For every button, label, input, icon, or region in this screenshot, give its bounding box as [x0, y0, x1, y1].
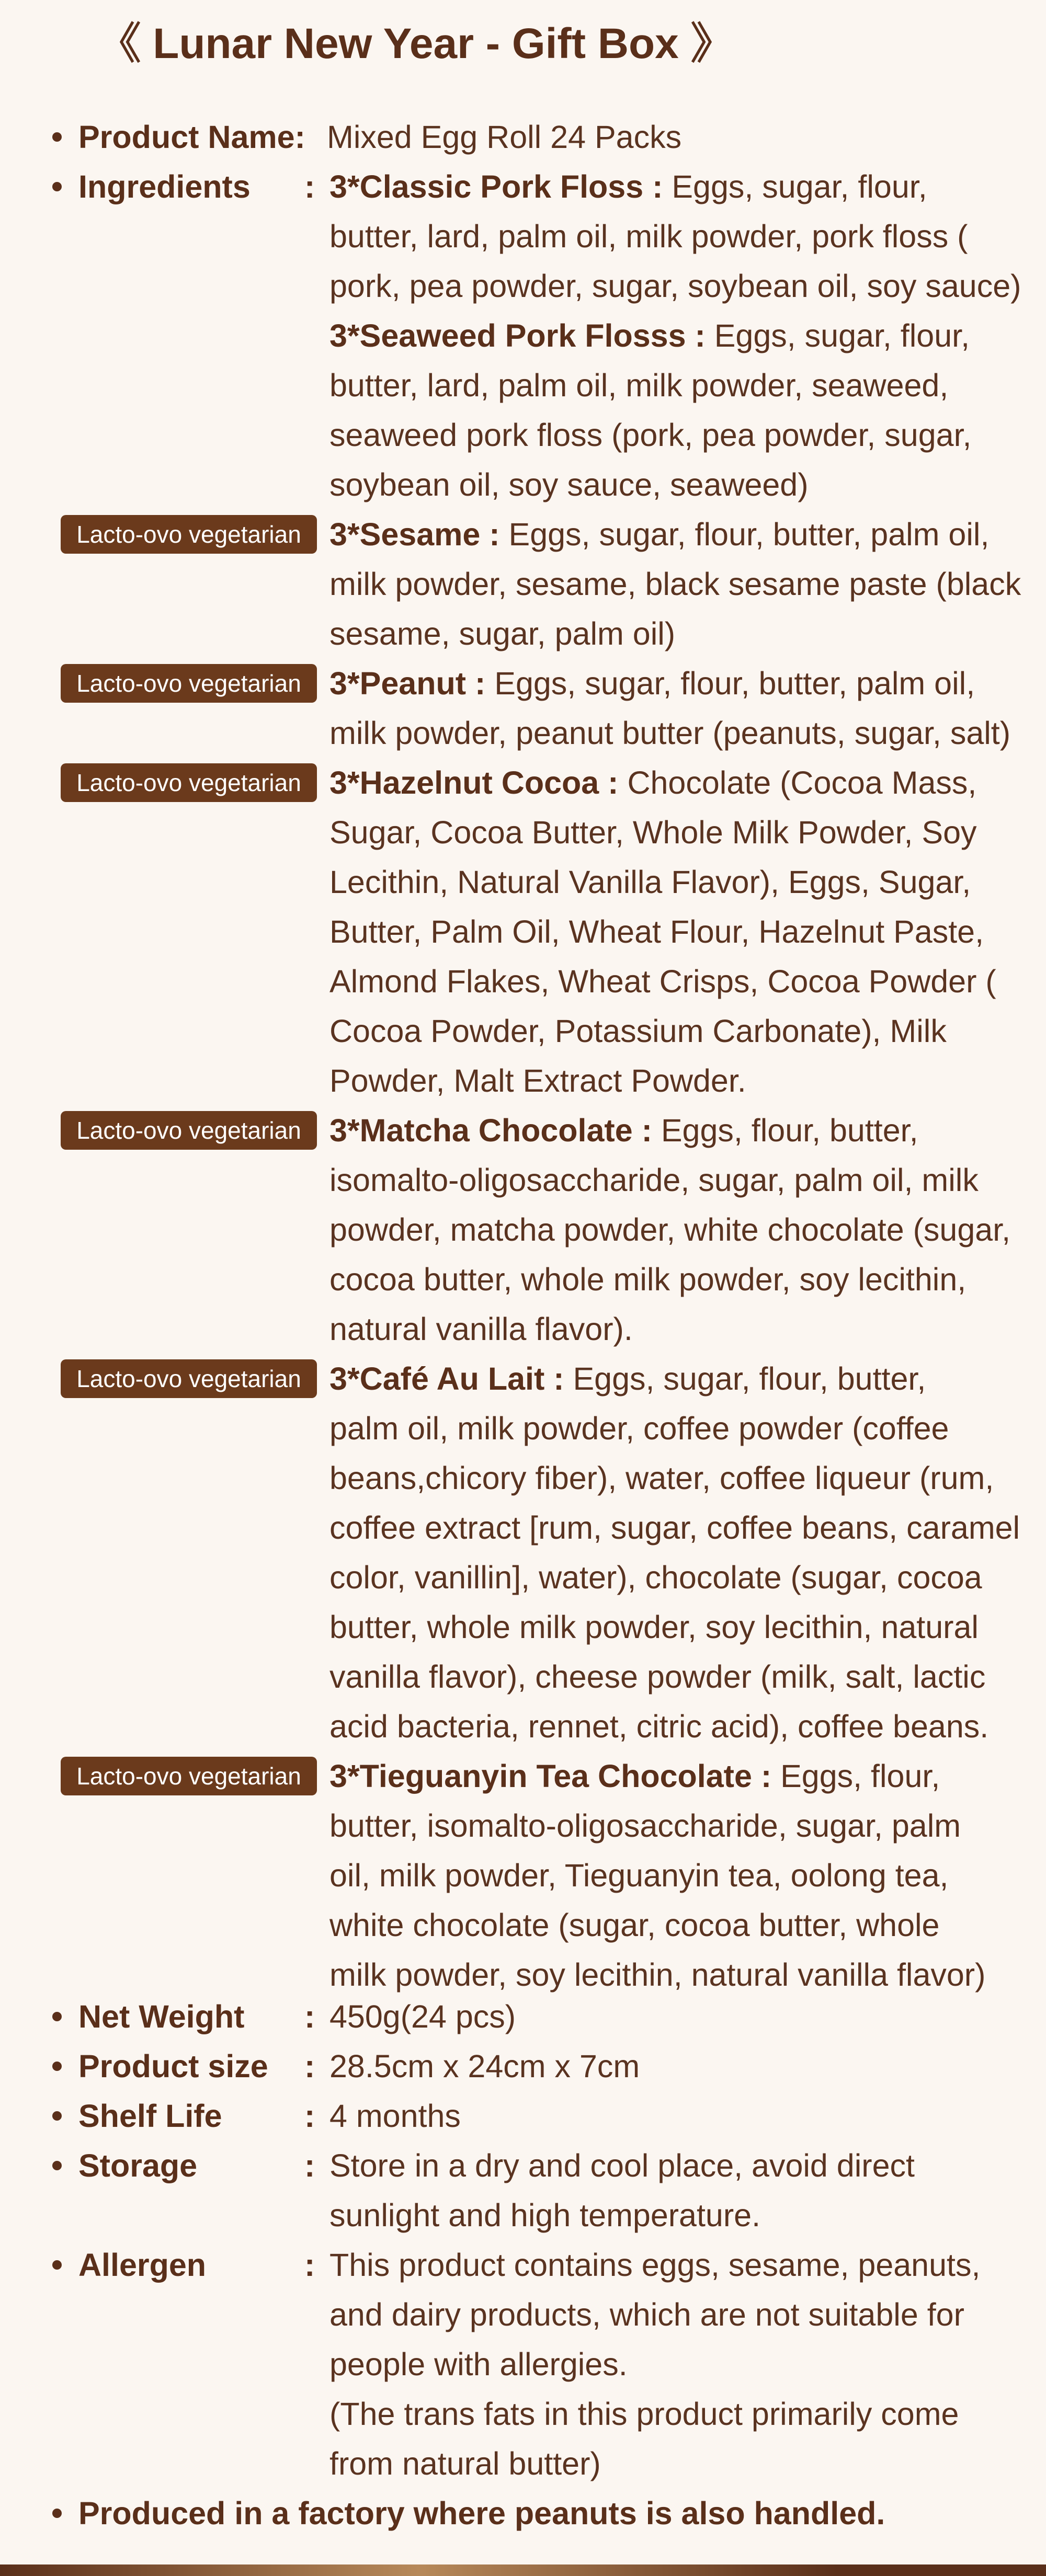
page-title: 《 Lunar New Year - Gift Box 》	[98, 20, 734, 67]
storage-line: Store in a dry and cool place, avoid direct	[329, 2148, 915, 2183]
ingredient-line: Eggs, sugar, flour,	[663, 169, 927, 204]
ingredient-first-line	[329, 1354, 1009, 1404]
colon: :	[304, 169, 315, 204]
ingredient-line: Eggs, flour,	[771, 1758, 940, 1794]
ingredient-line: coffee extract [rum, sugar, coffee beans, caramel	[329, 1510, 1020, 1545]
ingredient-first-line	[329, 1751, 1009, 1801]
bullet-icon	[52, 2012, 62, 2021]
net-weight-label: Net Weight	[78, 1999, 245, 2034]
allergen-label: Allergen	[78, 2247, 207, 2283]
ingredient-line: Cocoa Powder, Potassium Carbonate), Milk	[329, 1013, 947, 1049]
storage-value	[329, 2141, 1009, 2240]
ingredient-first-line	[329, 758, 1009, 808]
colon: :	[304, 2048, 315, 2084]
ingredient-line: Eggs, sugar, flour, butter, palm oil,	[499, 517, 990, 552]
storage-line: sunlight and high temperature.	[329, 2197, 761, 2233]
ingredient-line: seaweed pork floss (pork, pea powder, sugar,	[329, 417, 972, 453]
ingredient-line: cocoa butter, whole milk powder, soy lecithin,	[329, 1262, 967, 1297]
ingredient-line: milk powder, sesame, black sesame paste (black	[329, 566, 1021, 602]
ingredient-line: butter, whole milk powder, soy lecithin, natural	[329, 1609, 979, 1645]
ingredient-name: 3*Hazelnut Cocoa :	[329, 765, 619, 800]
net-weight-value: 450g(24 pcs)	[329, 1999, 516, 2034]
bottom-decorative-bar	[0, 2564, 1046, 2576]
ingredient-first-line	[329, 162, 1009, 212]
ingredient-first-line	[329, 1106, 1009, 1155]
ingredient-line: Butter, Palm Oil, Wheat Flour, Hazelnut Paste,	[329, 914, 984, 949]
bullet-icon	[52, 2509, 62, 2518]
ingredient-line: palm oil, milk powder, coffee powder (coffee	[329, 1411, 949, 1446]
ingredient-text	[329, 162, 1021, 311]
ingredient-first-line	[329, 659, 1009, 708]
shelf-life-label: Shelf Life	[78, 2098, 222, 2134]
ingredient-line: oil, milk powder, Tieguanyin tea, oolong tea,	[329, 1858, 949, 1893]
ingredient-line: pork, pea powder, sugar, soybean oil, soy sauce)	[329, 268, 1021, 304]
ingredient-line: Chocolate (Cocoa Mass,	[618, 765, 977, 800]
ingredient-text	[329, 510, 1021, 659]
ingredient-name: 3*Seaweed Pork Flosss :	[329, 318, 706, 353]
allergen-line: This product contains eggs, sesame, peanuts,	[329, 2247, 981, 2283]
ingredient-line: butter, lard, palm oil, milk powder, pork floss (	[329, 219, 968, 254]
ingredient-line: vanilla flavor), cheese powder (milk, salt, lactic	[329, 1659, 986, 1695]
allergen-line: people with allergies.	[329, 2346, 628, 2382]
ingredient-line: Eggs, sugar, flour,	[705, 318, 970, 353]
ingredient-text	[329, 1354, 1020, 1751]
ingredient-name: 3*Classic Pork Floss :	[329, 169, 663, 204]
ingredient-first-line	[329, 510, 1009, 559]
ingredient-line: Lecithin, Natural Vanilla Flavor), Eggs, Sugar,	[329, 864, 971, 900]
lacto-ovo-vegetarian-tag: Lacto-ovo vegetarian	[61, 664, 317, 703]
product-size-value: 28.5cm x 24cm x 7cm	[329, 2048, 640, 2084]
ingredient-line: Sugar, Cocoa Butter, Whole Milk Powder, Soy	[329, 815, 977, 850]
colon: :	[304, 2247, 315, 2283]
footer-note: Produced in a factory where peanuts is also handled.	[78, 2495, 885, 2531]
bullet-icon	[52, 2260, 62, 2270]
ingredient-line: butter, lard, palm oil, milk powder, seaweed,	[329, 368, 949, 403]
bullet-icon	[52, 2161, 62, 2170]
ingredient-text	[329, 659, 1009, 758]
product-name-value: Mixed Egg Roll 24 Packs	[327, 119, 682, 155]
allergen-line: (The trans fats in this product primarily come	[329, 2396, 959, 2432]
ingredient-text	[329, 311, 1009, 510]
storage-label: Storage	[78, 2148, 198, 2183]
ingredient-line: isomalto-oligosaccharide, sugar, palm oil, milk	[329, 1162, 979, 1198]
ingredient-line: sesame, sugar, palm oil)	[329, 616, 676, 651]
ingredient-first-line	[329, 311, 1009, 361]
ingredient-line: butter, isomalto-oligosaccharide, sugar, palm	[329, 1808, 961, 1844]
ingredient-line: acid bacteria, rennet, citric acid), coffee beans.	[329, 1709, 989, 1744]
shelf-life-value: 4 months	[329, 2098, 461, 2134]
colon: :	[304, 2148, 315, 2183]
bullet-icon	[52, 2111, 62, 2121]
ingredient-line: milk powder, peanut butter (peanuts, sugar, salt)	[329, 715, 1011, 751]
product-size-label: Product size	[78, 2048, 268, 2084]
allergen-line: from natural butter)	[329, 2446, 601, 2481]
ingredient-line: beans,chicory fiber), water, coffee liqueur (rum,	[329, 1460, 994, 1496]
ingredient-line: Eggs, sugar, flour, butter, palm oil,	[485, 666, 975, 701]
ingredient-text	[329, 1106, 1009, 1354]
ingredient-line: Eggs, flour, butter,	[652, 1113, 918, 1148]
colon: :	[304, 2098, 315, 2134]
ingredient-name: 3*Matcha Chocolate :	[329, 1113, 652, 1148]
ingredient-line: milk powder, soy lecithin, natural vanilla flavor)	[329, 1957, 986, 1993]
ingredient-line: Eggs, sugar, flour, butter,	[564, 1361, 926, 1396]
lacto-ovo-vegetarian-tag: Lacto-ovo vegetarian	[61, 1111, 317, 1150]
ingredient-name: 3*Sesame :	[329, 517, 500, 552]
lacto-ovo-vegetarian-tag: Lacto-ovo vegetarian	[61, 763, 317, 802]
product-name-label: Product Name:	[78, 119, 305, 155]
ingredient-line: natural vanilla flavor).	[329, 1311, 633, 1347]
ingredient-name: 3*Tieguanyin Tea Chocolate :	[329, 1758, 772, 1794]
ingredient-line: color, vanillin], water), chocolate (sugar, cocoa	[329, 1560, 982, 1595]
bullet-icon	[52, 2062, 62, 2071]
ingredient-name: 3*Café Au Lait :	[329, 1361, 564, 1396]
lacto-ovo-vegetarian-tag: Lacto-ovo vegetarian	[61, 1359, 317, 1398]
allergen-line: and dairy products, which are not suitable for	[329, 2297, 964, 2332]
bullet-icon	[52, 182, 62, 191]
lacto-ovo-vegetarian-tag: Lacto-ovo vegetarian	[61, 515, 317, 554]
colon: :	[304, 1999, 315, 2034]
allergen-value	[329, 2240, 1009, 2489]
ingredient-line: white chocolate (sugar, cocoa butter, whole	[329, 1907, 940, 1943]
lacto-ovo-vegetarian-tag: Lacto-ovo vegetarian	[61, 1757, 317, 1795]
ingredient-name: 3*Peanut :	[329, 666, 486, 701]
ingredients-label: Ingredients	[78, 169, 251, 204]
ingredient-line: Almond Flakes, Wheat Crisps, Cocoa Powder (	[329, 964, 996, 999]
ingredient-text	[329, 758, 1009, 1106]
ingredient-line: Powder, Malt Extract Powder.	[329, 1063, 746, 1098]
bullet-icon	[52, 132, 62, 142]
ingredient-line: powder, matcha powder, white chocolate (sugar,	[329, 1212, 1011, 1247]
ingredient-text	[329, 1751, 1009, 2000]
ingredient-line: soybean oil, soy sauce, seaweed)	[329, 467, 809, 502]
